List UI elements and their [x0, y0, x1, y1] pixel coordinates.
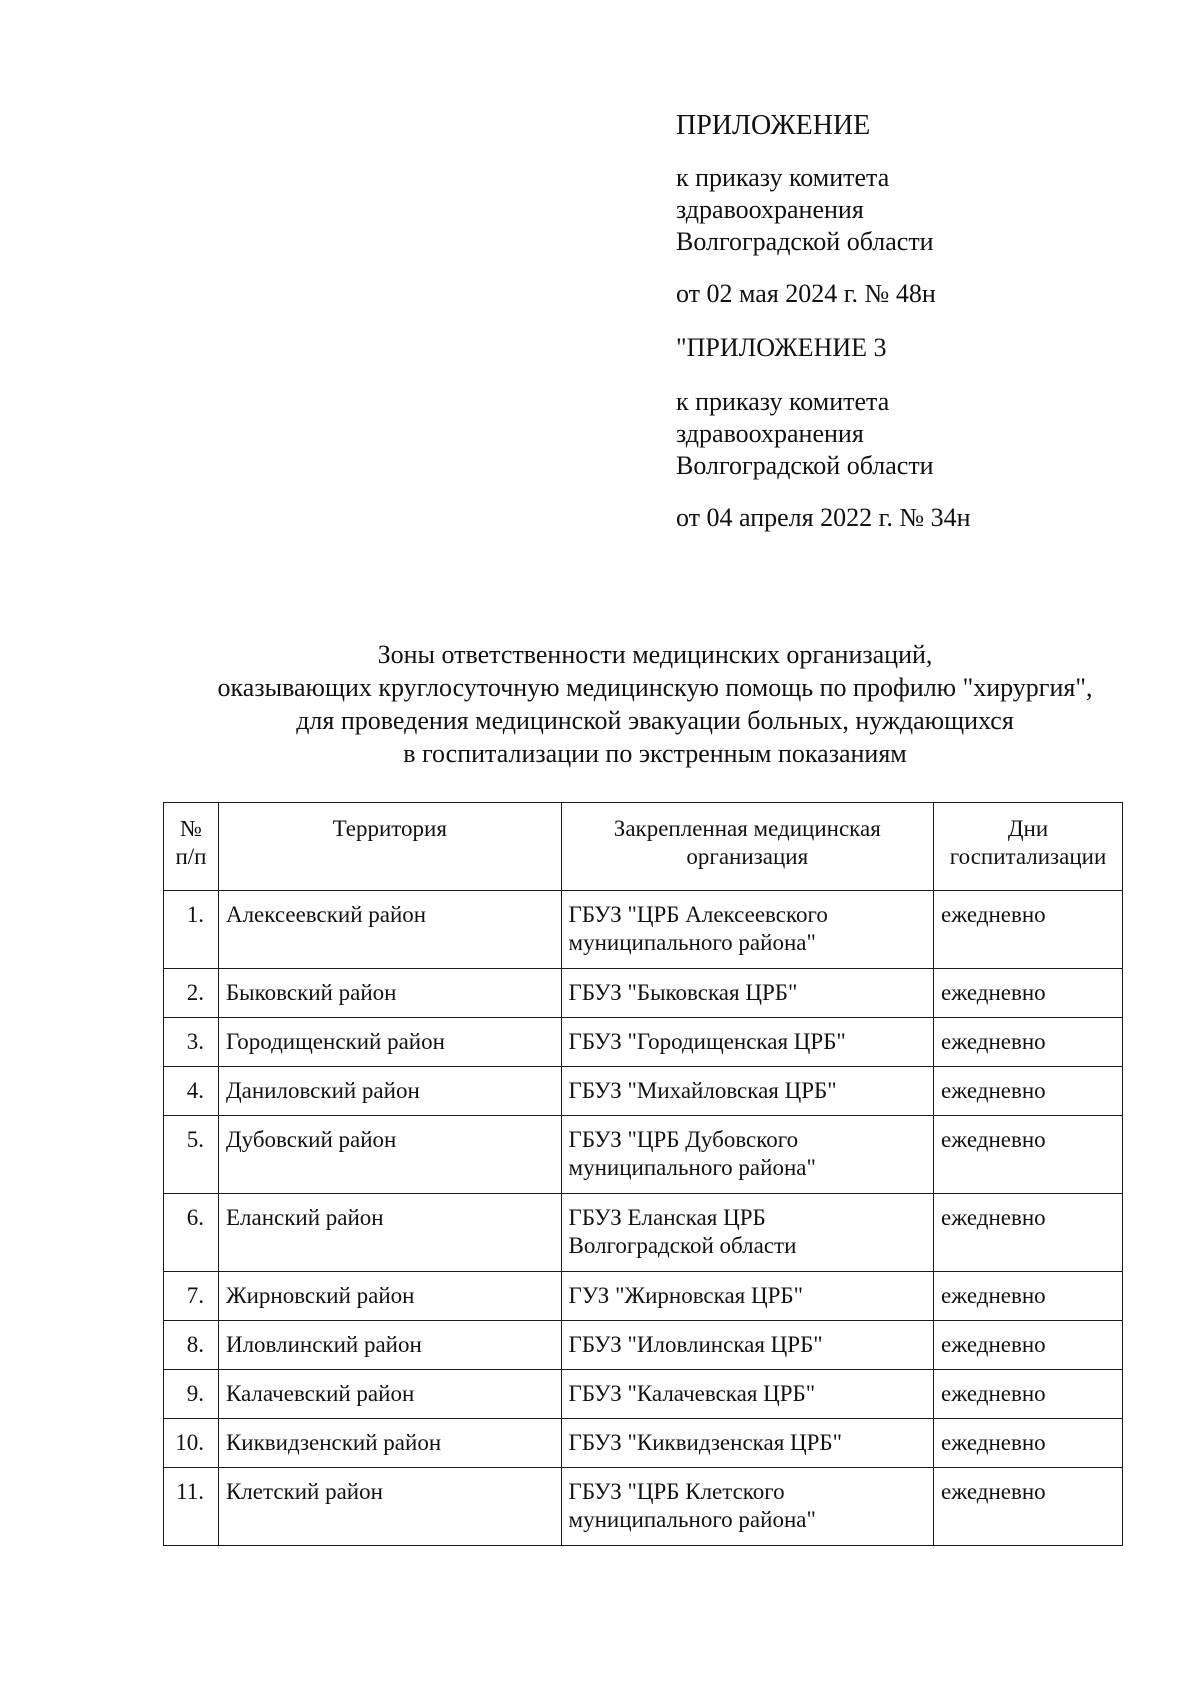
- row-territory: Алексеевский район: [218, 891, 561, 969]
- table-row: [164, 1194, 1123, 1272]
- to-order-line-3: Волгоградской области: [676, 227, 934, 256]
- base-order-date: от 04 апреля 2022 г. № 34н: [676, 503, 971, 532]
- table-row: [164, 1321, 1123, 1370]
- row-org-line-1: ГБУЗ "ЦРБ Клетского: [568, 1479, 785, 1504]
- table-row: [164, 1067, 1123, 1116]
- row-territory: Дубовский район: [218, 1116, 561, 1194]
- table-row: [164, 1116, 1123, 1194]
- document-title-line-1: Зоны ответственности медицинских организаций,: [377, 640, 933, 669]
- row-org-line-1: ГБУЗ "ЦРБ Дубовского: [568, 1127, 799, 1152]
- row-org-line-1: ГБУЗ "Быковская ЦРБ": [568, 980, 798, 1005]
- table-row: [164, 1018, 1123, 1067]
- row-days: ежедневно: [934, 1018, 1123, 1067]
- row-territory: Иловлинский район: [218, 1321, 561, 1370]
- row-organization: [561, 1468, 934, 1546]
- responsibility-zones-table: [163, 802, 1123, 1546]
- row-days: ежедневно: [934, 891, 1123, 969]
- row-days: ежедневно: [934, 1468, 1123, 1546]
- row-days: ежедневно: [934, 1116, 1123, 1194]
- table-row: [164, 969, 1123, 1018]
- row-days: ежедневно: [934, 1419, 1123, 1468]
- row-num: 5.: [164, 1116, 219, 1194]
- header-num-line-2: п/п: [175, 844, 207, 869]
- row-territory: Калачевский район: [218, 1370, 561, 1419]
- row-num: 6.: [164, 1194, 219, 1272]
- row-organization: [561, 1321, 934, 1370]
- header-days-line-2: госпитализации: [949, 844, 1107, 869]
- row-territory: Еланский район: [218, 1194, 561, 1272]
- header-territory: [218, 803, 561, 891]
- row-territory: Даниловский район: [218, 1067, 561, 1116]
- to-order-line-2: здравоохранения: [676, 195, 864, 224]
- row-org-line-1: ГБУЗ Еланская ЦРБ: [568, 1205, 766, 1230]
- row-days: ежедневно: [934, 1321, 1123, 1370]
- document-title-line-3: для проведения медицинской эвакуации больных, нуждающихся: [296, 706, 1014, 735]
- row-num: 9.: [164, 1370, 219, 1419]
- row-organization: [561, 969, 934, 1018]
- row-num: 11.: [164, 1468, 219, 1546]
- base-appendix-title: "ПРИЛОЖЕНИЕ 3: [676, 333, 887, 362]
- row-organization: [561, 1116, 934, 1194]
- header-territory-text: Территория: [332, 816, 447, 841]
- table-row: [164, 1370, 1123, 1419]
- row-num: 4.: [164, 1067, 219, 1116]
- row-num: 2.: [164, 969, 219, 1018]
- row-org-line-2: муниципального района": [568, 1155, 816, 1180]
- order-date: от 02 мая 2024 г. № 48н: [676, 279, 936, 308]
- header-days-line-1: Дни: [1007, 816, 1049, 841]
- row-territory: Городищенский район: [218, 1018, 561, 1067]
- table-row: [164, 891, 1123, 969]
- document-title: [150, 638, 1160, 770]
- row-org-line-2: муниципального района": [568, 1507, 816, 1532]
- row-organization: [561, 1067, 934, 1116]
- header-num-line-1: №: [180, 816, 202, 841]
- row-days: ежедневно: [934, 1067, 1123, 1116]
- header-num: [164, 803, 219, 891]
- to-order-line-1: к приказу комитета: [676, 163, 890, 192]
- base-order-line-1: к приказу комитета: [676, 387, 890, 416]
- row-organization: [561, 1272, 934, 1321]
- row-org-line-1: ГБУЗ "ЦРБ Алексеевского: [568, 902, 828, 927]
- document-title-line-2: оказывающих круглосуточную медицинскую помощь по профилю "хирургия",: [217, 673, 1093, 702]
- row-territory: Быковский район: [218, 969, 561, 1018]
- row-org-line-1: ГУЗ "Жирновская ЦРБ": [568, 1283, 803, 1308]
- row-organization: [561, 1018, 934, 1067]
- row-days: ежедневно: [934, 969, 1123, 1018]
- row-org-line-1: ГБУЗ "Киквидзенская ЦРБ": [568, 1430, 843, 1455]
- header-days: [934, 803, 1123, 891]
- row-days: ежедневно: [934, 1194, 1123, 1272]
- row-organization: [561, 891, 934, 969]
- row-organization: [561, 1370, 934, 1419]
- base-order-line-3: Волгоградской области: [676, 451, 934, 480]
- row-org-line-1: ГБУЗ "Калачевская ЦРБ": [568, 1381, 816, 1406]
- row-org-line-1: ГБУЗ "Михайловская ЦРБ": [568, 1078, 837, 1103]
- row-org-line-2: Волгоградской области: [568, 1233, 797, 1258]
- row-num: 3.: [164, 1018, 219, 1067]
- appendix-title: ПРИЛОЖЕНИЕ: [676, 110, 871, 141]
- table-header-row: [164, 803, 1123, 891]
- row-num: 7.: [164, 1272, 219, 1321]
- row-organization: [561, 1194, 934, 1272]
- header-organization: [561, 803, 934, 891]
- row-territory: Киквидзенский район: [218, 1419, 561, 1468]
- table-row: [164, 1272, 1123, 1321]
- base-order-line-2: здравоохранения: [676, 419, 864, 448]
- row-num: 1.: [164, 891, 219, 969]
- row-territory: Жирновский район: [218, 1272, 561, 1321]
- header-org-line-2: организация: [686, 844, 809, 869]
- row-num: 8.: [164, 1321, 219, 1370]
- row-org-line-2: муниципального района": [568, 930, 816, 955]
- document-title-line-4: в госпитализации по экстренным показаниям: [403, 739, 907, 768]
- row-days: ежедневно: [934, 1370, 1123, 1419]
- row-org-line-1: ГБУЗ "Городищенская ЦРБ": [568, 1029, 846, 1054]
- row-num: 10.: [164, 1419, 219, 1468]
- header-org-line-1: Закрепленная медицинская: [613, 816, 881, 841]
- table-row: [164, 1419, 1123, 1468]
- row-territory: Клетский район: [218, 1468, 561, 1546]
- table-row: [164, 1468, 1123, 1546]
- appendix-header: [676, 110, 1146, 534]
- row-days: ежедневно: [934, 1272, 1123, 1321]
- row-org-line-1: ГБУЗ "Иловлинская ЦРБ": [568, 1332, 823, 1357]
- row-organization: [561, 1419, 934, 1468]
